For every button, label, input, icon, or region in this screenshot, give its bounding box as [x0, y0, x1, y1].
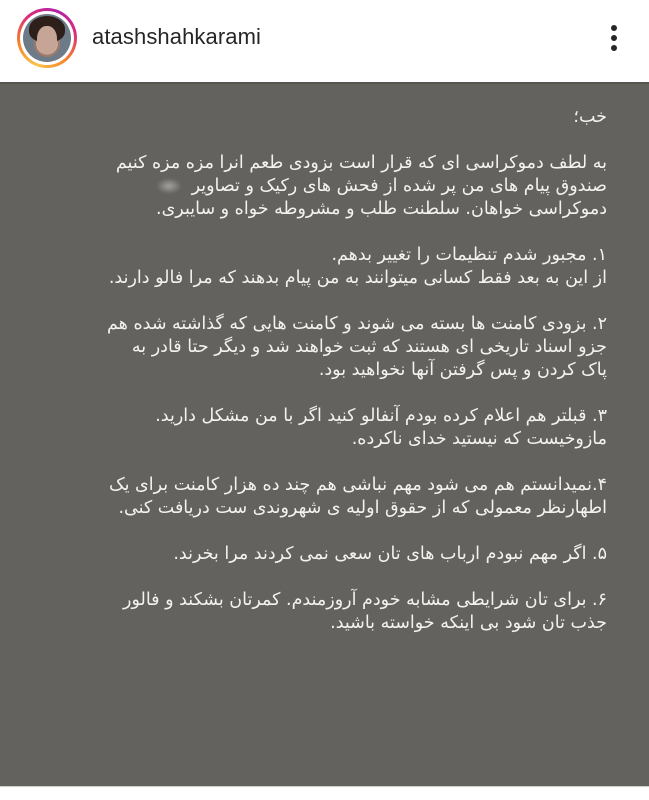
paragraph-item-3: [32, 405, 607, 451]
text-line: ۱. مجبور شدم تنظیمات را تغییر بدهم.: [331, 245, 607, 265]
paragraph-intro: [32, 152, 607, 221]
text-line: ۶. برای تان شرایطی مشابه خودم آروزمندم. کمرتان بشکند و فالور: [123, 590, 607, 610]
avatar[interactable]: [23, 14, 71, 62]
text-line: مازوخیست که نیستید خدای ناکرده.: [351, 429, 607, 449]
text-line: پاک کردن و پس گرفتن آنها نخواهید بود.: [318, 360, 607, 380]
more-vertical-icon: [611, 25, 617, 31]
text-line: ۳. قبلتر هم اعلام کرده بودم آنفالو کنید اگر با من مشکل دارید.: [155, 406, 607, 426]
text-line: ۵. اگر مهم نبودم ارباب های تان سعی نمی کردند مرا بخرند.: [173, 544, 607, 564]
text-line: از این به بعد فقط کسانی میتوانند به من پیام بدهند که مرا فالو دارند.: [108, 268, 607, 288]
text-line: صندوق پیام های من پر شده از فحش های رکیک و تصاویر: [32, 175, 607, 198]
text-line: دموکراسی خواهان. سلطنت طلب و مشروطه خواه و سایبری.: [156, 199, 607, 219]
text-line: خب؛: [573, 107, 607, 127]
text-line: به لطف دموکراسی ای که قرار است بزودی طعم انرا مزه مزه کنیم: [115, 153, 607, 173]
paragraph-item-2: [32, 313, 607, 382]
text-line: ۴.نمیدانستم هم می شود مهم نباشی هم چند ده هزار کامنت برای یک: [108, 475, 607, 495]
more-vertical-icon: [611, 35, 617, 41]
username-link[interactable]: atashshahkarami: [92, 24, 262, 49]
story-ring[interactable]: [17, 8, 77, 68]
text-line: جذب تان شود بی اینکه خواسته باشید.: [330, 613, 607, 633]
post-header: [0, 0, 649, 82]
paragraph-item-1: [32, 244, 607, 290]
avatar-face: [37, 26, 57, 54]
post-text: [32, 106, 607, 658]
more-options-button[interactable]: [604, 20, 624, 56]
text-line: اطهارنظر معمولی که از حقوق اولیه ی شهروندی ست دریافت کنی.: [118, 498, 607, 518]
post-footer-edge: [0, 786, 649, 800]
paragraph-item-5: [32, 543, 607, 566]
censored-blur: [156, 178, 182, 194]
paragraph-greeting: [32, 106, 607, 129]
paragraph-item-6: [32, 589, 607, 635]
more-vertical-icon: [611, 45, 617, 51]
text-line: جزو اسناد تاریخی ای هستند که ثبت خواهند شد و دیگر حتا قادر به: [131, 337, 607, 357]
post-image[interactable]: [0, 82, 649, 786]
paragraph-item-4: [32, 474, 607, 520]
text-line: ۲. بزودی کامنت ها بسته می شوند و کامنت هایی که گذاشته شده هم: [107, 314, 607, 334]
